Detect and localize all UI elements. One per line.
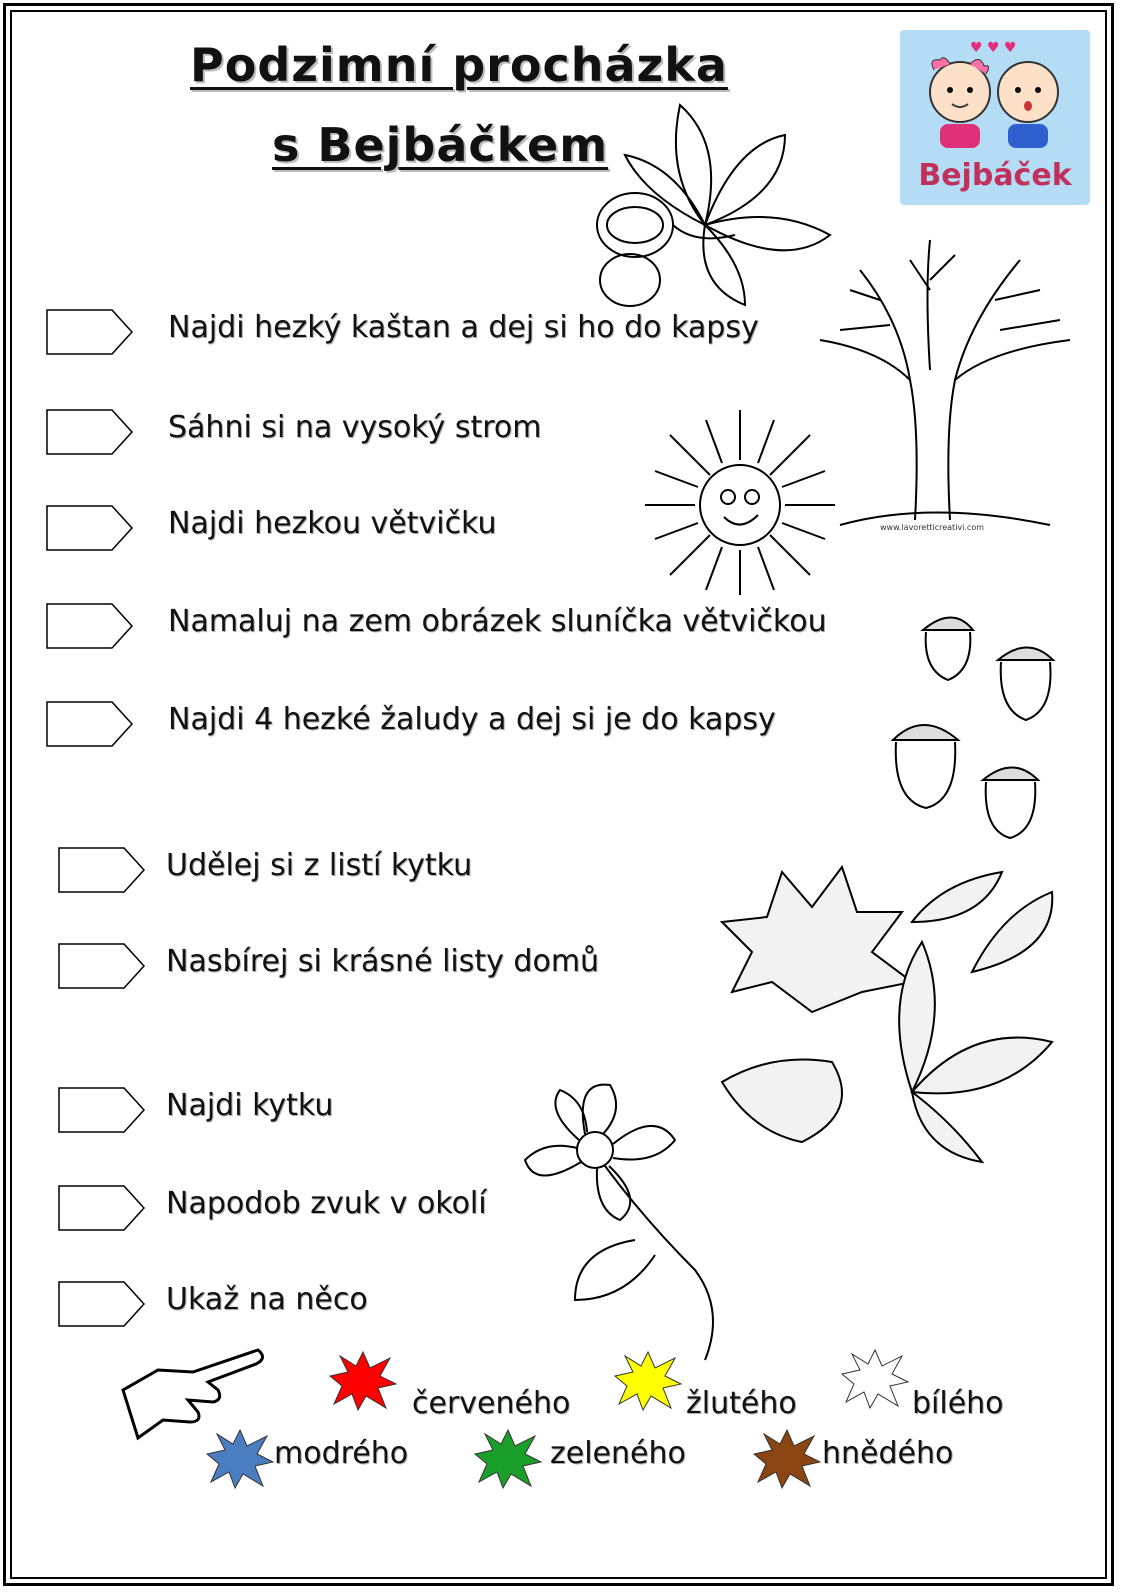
task-item (46, 502, 497, 554)
yellow-splat-icon (613, 1350, 683, 1412)
task-item (58, 1278, 368, 1330)
tree-icon (800, 230, 1100, 535)
task-text: Najdi hezkou větvičku (168, 506, 497, 541)
color-label-blue: modrého (274, 1436, 409, 1471)
task-item (46, 306, 759, 358)
checkbox-tag-icon[interactable] (46, 701, 134, 747)
page-title-line-2: s Bejbáčkem (272, 118, 609, 172)
red-splat-icon (328, 1350, 398, 1412)
flower-icon (515, 1070, 725, 1365)
checkbox-tag-icon[interactable] (58, 847, 146, 893)
checkbox-tag-icon[interactable] (46, 505, 134, 551)
task-text: Napodob zvuk v okolí (166, 1186, 487, 1221)
task-item (58, 1084, 334, 1136)
checkbox-tag-icon[interactable] (58, 1185, 146, 1231)
checkbox-tag-icon[interactable] (58, 1281, 146, 1327)
logo-text: Bejbáček (918, 158, 1072, 193)
sun-icon (640, 405, 840, 600)
color-label-green: zeleného (550, 1436, 686, 1471)
checkbox-tag-icon[interactable] (46, 309, 134, 355)
task-text: Nasbírej si krásné listy domů (166, 944, 600, 979)
color-label-red: červeného (412, 1386, 571, 1421)
task-item (46, 406, 542, 458)
checkbox-tag-icon[interactable] (58, 1087, 146, 1133)
task-text: Sáhni si na vysoký strom (168, 410, 542, 445)
task-text: Najdi 4 hezké žaludy a dej si je do kapsy (168, 702, 776, 737)
brown-splat-icon (752, 1428, 822, 1490)
color-label-brown: hnědého (822, 1436, 954, 1471)
acorns-icon (888, 600, 1073, 850)
task-text: Namaluj na zem obrázek sluníčka větvičkou (168, 604, 827, 639)
autumn-leaves-icon (712, 852, 1082, 1172)
checkbox-tag-icon[interactable] (46, 603, 134, 649)
color-label-yellow: žlutého (686, 1386, 797, 1421)
white-splat-icon (840, 1348, 910, 1410)
task-item (46, 698, 776, 750)
task-item (46, 600, 827, 652)
green-splat-icon (473, 1428, 543, 1490)
svg-text:♥ ♥ ♥: ♥ ♥ ♥ (970, 40, 1017, 56)
task-item (58, 844, 473, 896)
task-text: Ukaž na něco (166, 1282, 368, 1317)
bejbacek-logo (900, 30, 1090, 205)
task-item (58, 1182, 487, 1234)
blue-splat-icon (205, 1428, 275, 1490)
tree-credit: www.lavoretticreativi.com (880, 523, 985, 532)
checkbox-tag-icon[interactable] (58, 943, 146, 989)
babies-icon (900, 30, 1090, 160)
task-text: Udělej si z listí kytku (166, 848, 473, 883)
task-item (58, 940, 600, 992)
task-text: Najdi hezký kaštan a dej si ho do kapsy (168, 310, 759, 345)
task-text: Najdi kytku (166, 1088, 334, 1123)
color-label-white: bílého (912, 1386, 1004, 1421)
page-title-line-1: Podzimní procházka (190, 38, 728, 92)
checkbox-tag-icon[interactable] (46, 409, 134, 455)
